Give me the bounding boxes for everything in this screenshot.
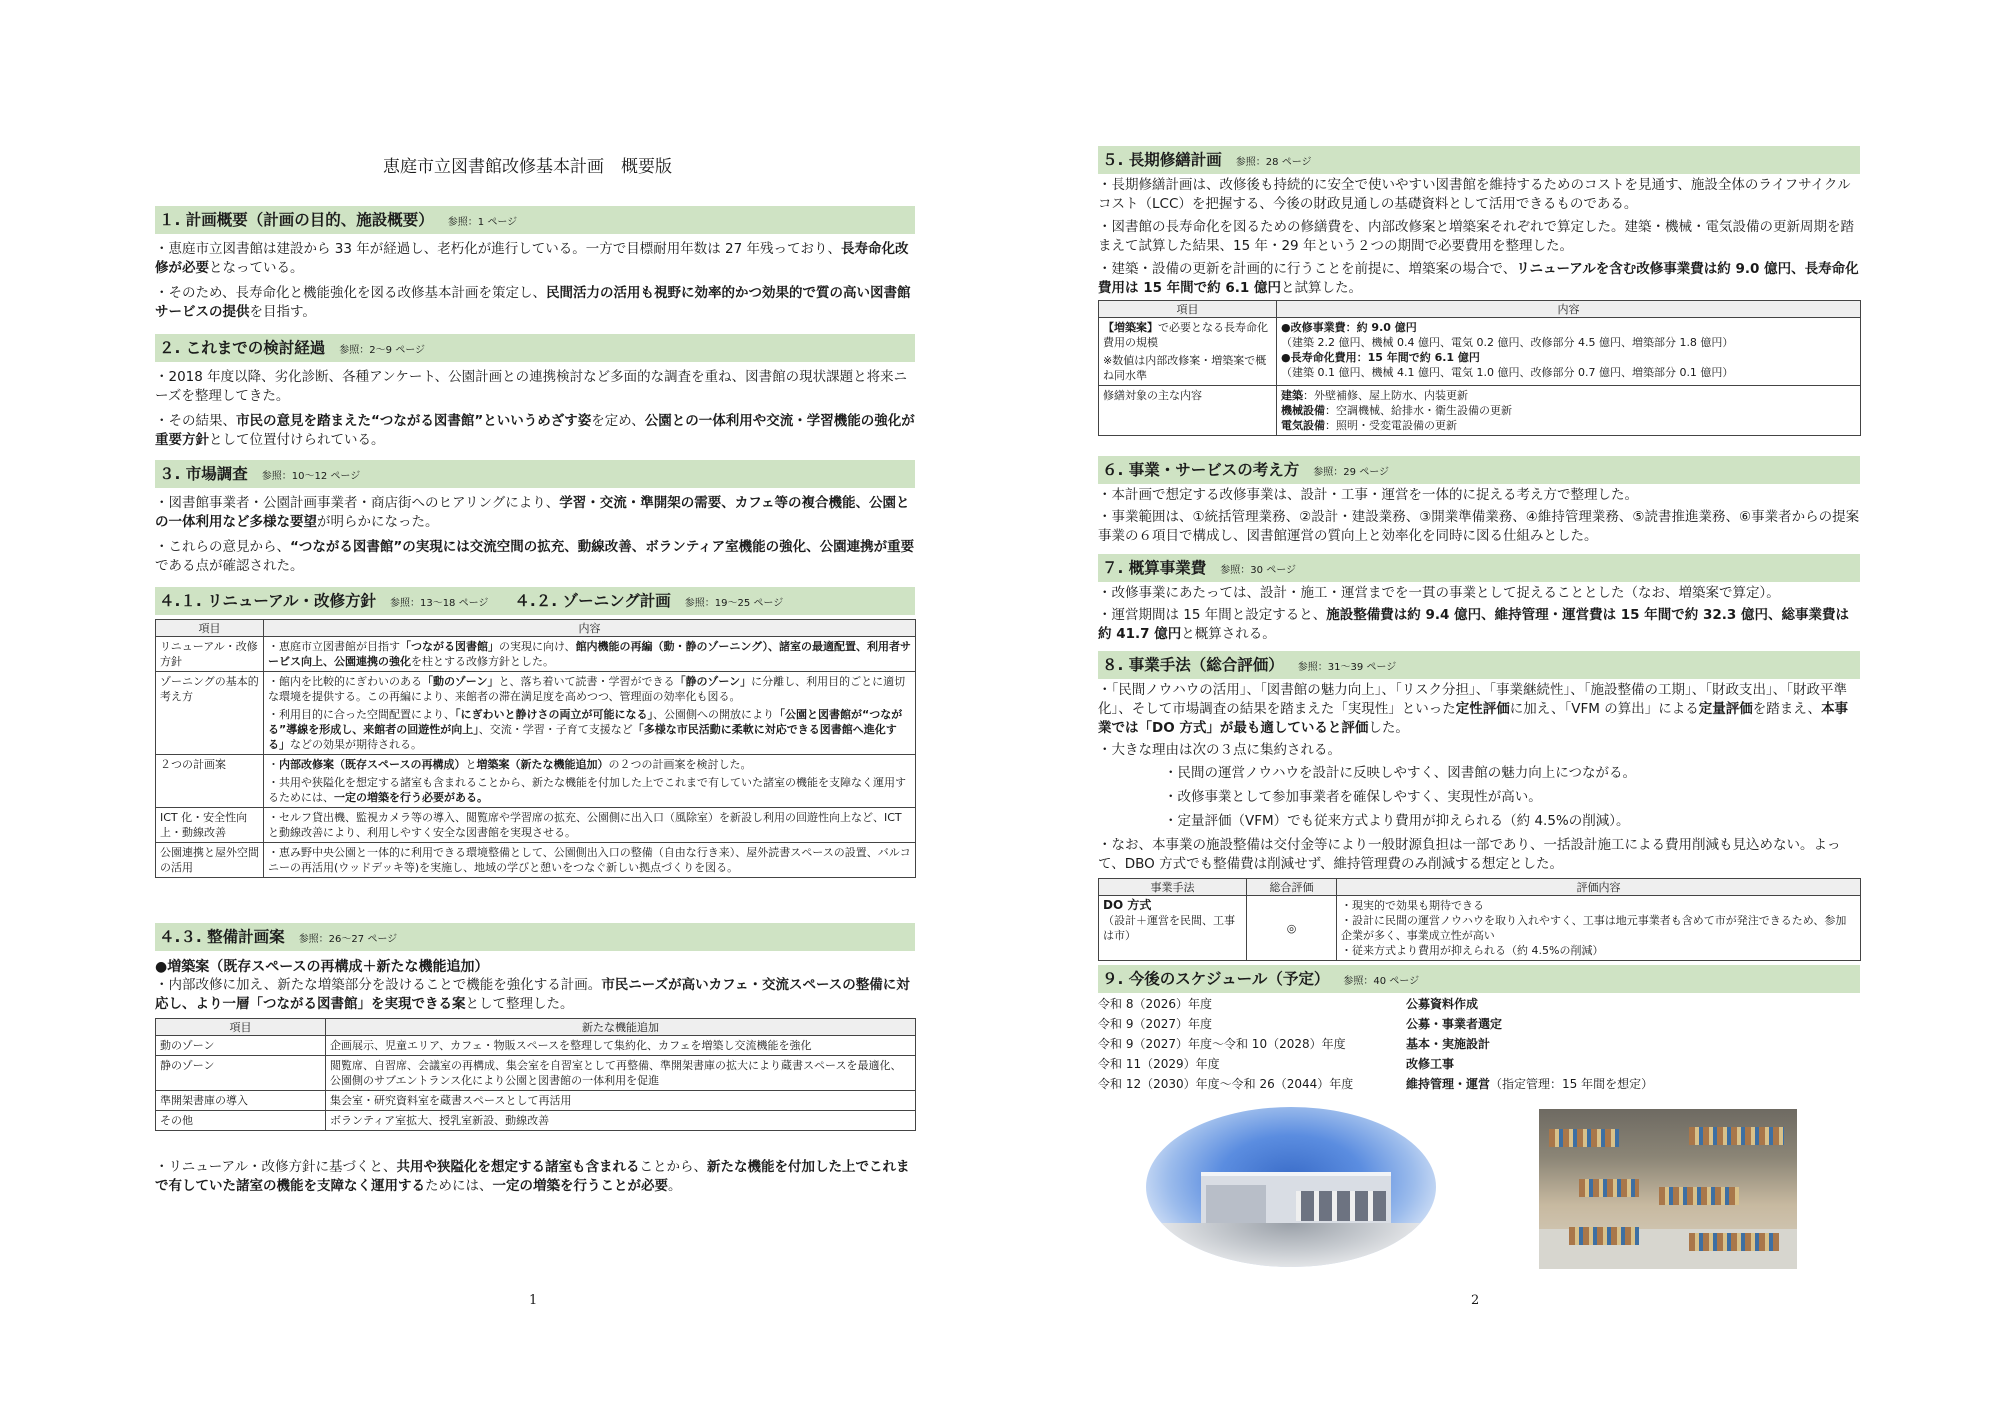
business-method-table [1098, 878, 1861, 961]
page-1 [155, 0, 915, 1414]
section-6-para-1: ・本計画で想定する改修事業は、設計・工事・運営を一体的に捉える考え方で整理した。 [1098, 487, 1638, 503]
bookshelf-shape [1579, 1179, 1639, 1197]
table-row [156, 1036, 916, 1056]
section-7-para-1: ・改修事業にあたっては、設計・施工・運営までを一貫の事業として捉えることとした（なお、増築案で算定）。 [1098, 585, 1780, 601]
section-4-1-heading: ４.１. リニューアル・改修方針 参照：13～18 ページ ４.２. ゾーニング計画 参照：19～25 ページ [155, 587, 915, 615]
section-5-para-2: ・図書館の長寿命化を図るための修繕費を、内部改修案と増築案それぞれで算定した。建築・機械・電気設備の更新周期を踏まえて試算した結果、15 年・29 年という２つの期間で必要費用を整理した。 [1098, 219, 1854, 254]
section-5-para-1: ・長期修繕計画は、改修後も持続的に安全で使いやすい図書館を維持するためのコストを見通す、施設全体のライフサイクルコスト（LCC）を把握する、今後の財政見通しの基礎資料として活用できるものである。 [1098, 177, 1851, 212]
long-term-repair-table [1098, 300, 1861, 436]
row-item: 静のゾーン [156, 1056, 326, 1091]
row-item: ICT 化・安全性向上・動線改善 [156, 808, 264, 843]
page-2 [1098, 0, 1860, 1414]
column-header: 項目 [156, 620, 264, 637]
table-header-row [1099, 879, 1861, 896]
schedule-item: 令和 12（2030）年度～令和 26（2044）年度 維持管理・運営（指定管理：15 年間を想定） [1098, 1077, 1654, 1091]
row-content: ・セルフ貸出機、監視カメラ等の導入、閲覧席や学習席の拡充、公園側に出入口（風除室）を新設し利用の回遊性向上など、ICT と動線改善により、利用しやすく安全な図書館を実現させる。 [264, 808, 916, 843]
section-1-para-2: ・そのため、長寿命化と機能強化を図る改修基本計画を策定し、民間活力の活用も視野に効率的かつ効果的で質の高い図書館サービスの提供を目指す。 [155, 285, 911, 320]
conclusion-para: ・リニューアル・改修方針に基づくと、共用や狭隘化を想定する諸室も含まれることから、新たな機能を付加した上でこれまで有していた諸室の機能を支障なく運用するためには、一定の増築を行うことが必要。 [155, 1159, 910, 1194]
row-content: 企画展示、児童エリア、カフェ・物販スペースを整理して集約化、カフェを増築し交流機能を強化 [326, 1036, 916, 1056]
row-item: 動のゾーン [156, 1036, 326, 1056]
rating-cell: ◎ [1247, 896, 1337, 961]
row-item: ２つの計画案 [156, 755, 264, 808]
table-row [1099, 386, 1861, 436]
column-header: 内容 [1277, 301, 1861, 318]
row-item: 公園連携と屋外空間の活用 [156, 843, 264, 878]
column-header: 総合評価 [1247, 879, 1337, 896]
reason-item: ・改修事業として参加事業者を確保しやすく、実現性が高い。 [1164, 789, 1542, 805]
row-item: 準開架書庫の導入 [156, 1091, 326, 1111]
reason-item: ・定量評価（VFM）でも従来方式より費用が抑えられる（約 4.5%の削減）。 [1164, 813, 1630, 829]
section-7-heading: ７. 概算事業費 参照：30 ページ [1098, 554, 1860, 582]
row-content: 集会室・研究資料室を蔵書スペースとして再活用 [326, 1091, 916, 1111]
section-1-para-1: ・恵庭市立図書館は建設から 33 年が経過し、老朽化が進行している。一方で目標耐用年数は 27 年残っており、長寿命化改修が必要となっている。 [155, 241, 909, 276]
section-6-heading: ６. 事業・サービスの考え方 参照：29 ページ [1098, 456, 1860, 484]
library-exterior-photo [1146, 1107, 1436, 1267]
section-2-para-2: ・その結果、市民の意見を踏まえた“つながる図書館”といいうめざす姿を定め、公園との一体利用や交流・学習機能の強化が重要方針として位置付けられている。 [155, 413, 915, 448]
section-5-heading: ５. 長期修繕計画 参照：28 ページ [1098, 146, 1860, 174]
extension-plan-subheading: ●増築案（既存スペースの再構成＋新たな機能追加） [155, 959, 489, 975]
table-header-row [1099, 301, 1861, 318]
reason-item: ・民間の運営ノウハウを設計に反映しやすく、図書館の魅力向上につながる。 [1164, 765, 1636, 781]
table-row [1099, 896, 1861, 961]
new-functions-table [155, 1018, 916, 1131]
row-item: 【増築案】で必要となる長寿命化費用の規模 ※数値は内部改修案・増築案で概ね同水準 [1099, 318, 1277, 386]
schedule-item: 令和 11（2029）年度 改修工事 [1098, 1057, 1455, 1071]
row-content: ●改修事業費：約 9.0 億円 （建築 2.2 億円、機械 0.4 億円、電気 0.2 億円、改修部分 4.5 億円、増築部分 1.8 億円） ●長寿命化費用：15 年間で約 6.1 億円 （建築 0.1 億円、機械 4.1 億円、電気 1.0 億円、改修部分 0.7 億円、増築部分 0.1 億円） [1277, 318, 1861, 386]
column-header: 事業手法 [1099, 879, 1247, 896]
section-1-heading: １. 計画概要（計画の目的、施設概要） 参照：1 ページ [155, 206, 915, 234]
schedule-item: 令和 9（2027）年度 公募・事業者選定 [1098, 1017, 1503, 1031]
method-cell: DO 方式 （設計＋運営を民間、工事は市） [1099, 896, 1247, 961]
section-4-3-para-1: ・内部改修に加え、新たな増築部分を設けることで機能を強化する計画。市民ニーズが高いカフェ・交流スペースの整備に対応し、より一層「つながる図書館」を実現できる案として整理した。 [155, 977, 910, 1012]
table-row [156, 843, 916, 878]
row-item: その他 [156, 1111, 326, 1131]
section-7-para-2: ・運営期間は 15 年間と設定すると、施設整備費は約 9.4 億円、維持管理・運営費は 15 年間で約 32.3 億円、総事業費は約 41.7 億円と概算される。 [1098, 607, 1849, 642]
section-2-para-1: ・2018 年度以降、劣化診断、各種アンケート、公園計画との連携検討など多面的な調査を重ね、図書館の現状課題と将来ニーズを整理してきた。 [155, 369, 908, 404]
column-header: 評価内容 [1337, 879, 1861, 896]
row-content: 建築：外壁補修、屋上防水、内装更新 機械設備：空調機械、給排水・衛生設備の更新 電気設備：照明・受変電設備の更新 [1277, 386, 1861, 436]
schedule-item: 令和 8（2026）年度 公募資料作成 [1098, 997, 1479, 1011]
section-8-para-1: ・「民間ノウハウの活用」、「図書館の魅力向上」、「リスク分担」、「事業継続性」、「施設整備の工期」、「財政支出」、「財政平準化」、そして市場調査の結果を踏まえた「実現性」といった定性評価に加え、「VFM の算出」による定量評価を踏まえ、本事業では「DO 方式」が最も適していると評価した。 [1098, 682, 1849, 736]
table-header-row [156, 620, 916, 637]
bookshelf-shape [1549, 1129, 1619, 1147]
page-number: 2 [1471, 1293, 1480, 1308]
section-8-para-3: ・なお、本事業の施設整備は交付金等により一般財源負担は一部であり、一括設計施工による費用削減も見込めない。よって、DBO 方式でも整備費は削減せず、維持管理費のみ削減する想定とした。 [1098, 837, 1841, 872]
table-row [156, 1056, 916, 1091]
evaluation-cell: ・現実的で効果も期待できる ・設計に民間の運営ノウハウを取り入れやすく、工事は地元事業者も含めて市が発注できるため、参加企業が多く、事業成立性が高い ・従来方式より費用が抑えられる（約 4.5%の削減） [1337, 896, 1861, 961]
section-3-para-1: ・図書館事業者・公園計画事業者・商店街へのヒアリングにより、学習・交流・準開架の需要、カフェ等の複合機能、公園との一体利用など多様な要望が明らかになった。 [155, 495, 910, 530]
row-item: ゾーニングの基本的考え方 [156, 672, 264, 755]
schedule-list [1098, 994, 1818, 1094]
table-row [156, 1111, 916, 1131]
ground-shape [1146, 1223, 1436, 1267]
renewal-policy-table [155, 619, 916, 878]
row-content: ボランティア室拡大、授乳室新設、動線改善 [326, 1111, 916, 1131]
table-row [1099, 318, 1861, 386]
row-content: ・館内を比較的にぎわいのある「動のゾーン」と、落ち着いて読書・学習ができる「静のゾーン」に分離し、利用目的ごとに適切な環境を提供する。この再編により、来館者の滞在満足度を高めつつ、管理面の効率化も図る。 ・利用目的に合った空間配置により、「にぎわいと静けさの両立が可能になる」、公園側への開放により「公園と図書館が“つながる”導線を形成し、来館者の回遊性が向上」、交流・学習・子育て支援など「多様な市民活動に柔軟に対応できる図書館へ進化する」などの効果が期待される。 [264, 672, 916, 755]
column-header: 項目 [156, 1019, 326, 1036]
table-row [156, 637, 916, 672]
colonnade-shape [1296, 1191, 1386, 1221]
library-interior-photo [1539, 1109, 1797, 1269]
table-header-row [156, 1019, 916, 1036]
row-item: 修繕対象の主な内容 [1099, 386, 1277, 436]
schedule-item: 令和 9（2027）年度～令和 10（2028）年度 基本・実施設計 [1098, 1037, 1491, 1051]
building-entrance-shape [1206, 1185, 1266, 1223]
section-8-heading: ８. 事業手法（総合評価） 参照：31～39 ページ [1098, 651, 1860, 679]
bookshelf-shape [1689, 1233, 1779, 1251]
section-3-para-2: ・これらの意見から、“つながる図書館”の実現には交流空間の拡充、動線改善、ボランティア室機能の強化、公園連携が重要である点が確認された。 [155, 539, 915, 574]
table-row [156, 672, 916, 755]
column-header: 内容 [264, 620, 916, 637]
bookshelf-shape [1689, 1127, 1784, 1145]
section-4-3-heading: ４.３. 整備計画案 参照：26～27 ページ [155, 923, 915, 951]
page-number: 1 [529, 1293, 538, 1308]
section-8-para-2: ・大きな理由は次の３点に集約される。 [1098, 742, 1341, 758]
row-content: 閲覧席、自習席、会議室の再構成、集会室を自習室として再整備、準開架書庫の拡大により蔵書スペースを最適化、公園側のサブエントランス化により公園と図書館の一体利用を促進 [326, 1056, 916, 1091]
column-header: 項目 [1099, 301, 1277, 318]
bookshelf-shape [1659, 1187, 1739, 1205]
row-item: リニューアル・改修方針 [156, 637, 264, 672]
document-title: 恵庭市立図書館改修基本計画 概要版 [383, 157, 672, 177]
table-row [156, 808, 916, 843]
section-3-heading: ３. 市場調査 参照：10～12 ページ [155, 460, 915, 488]
section-2-heading: ２. これまでの検討経過 参照：2～9 ページ [155, 334, 915, 362]
column-header: 新たな機能追加 [326, 1019, 916, 1036]
row-content: ・恵庭市立図書館が目指す「つながる図書館」の実現に向け、館内機能の再編（動・静のゾーニング）、諸室の最適配置、利用者サービス向上、公園連携の強化を柱とする改修方針とした。 [264, 637, 916, 672]
table-row [156, 1091, 916, 1111]
row-content: ・内部改修案（既存スペースの再構成）と増築案（新たな機能追加）の２つの計画案を検討した。 ・共用や狭隘化を想定する諸室も含まれることから、新たな機能を付加した上でこれまで有していた諸室の機能を支障なく運用するためには、一定の増築を行う必要がある。 [264, 755, 916, 808]
row-content: ・恵み野中央公園と一体的に利用できる環境整備として、公園側出入口の整備（自由な行き来）、屋外読書スペースの設置、バルコニーの再活用(ウッドデッキ等)を実施し、地域の学びと憩いをつなぐ新しい拠点づくりを図る。 [264, 843, 916, 878]
bookshelf-shape [1569, 1227, 1639, 1245]
table-row [156, 755, 916, 808]
section-9-heading: ９. 今後のスケジュール（予定） 参照：40 ページ [1098, 965, 1860, 993]
section-6-para-2: ・事業範囲は、①統括管理業務、②設計・建設業務、③開業準備業務、④維持管理業務、⑤読書推進業務、⑥事業者からの提案事業の６項目で構成し、図書館運営の質向上と効率化を同時に図る仕組みとした。 [1098, 509, 1860, 544]
section-5-para-3: ・建築・設備の更新を計画的に行うことを前提に、増築案の場合で、リニューアルを含む改修事業費は約 9.0 億円、長寿命化費用は 15 年間で約 6.1 億円と試算した。 [1098, 261, 1859, 296]
